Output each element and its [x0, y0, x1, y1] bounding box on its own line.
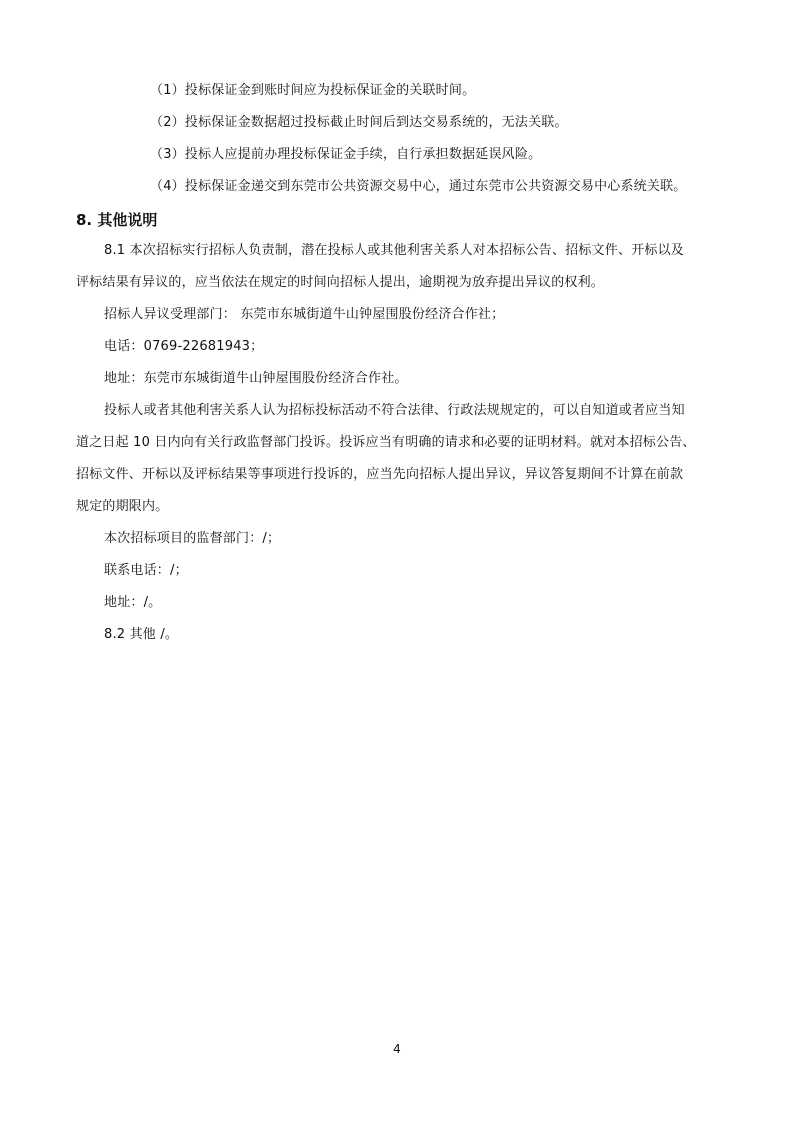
complaint-paragraph-line-4: 规定的期限内。 — [76, 499, 169, 514]
objection-phone: 电话：0769-22681943； — [104, 339, 264, 354]
paragraph-8-1-line-1: 8.1 本次招标实行招标人负责制，潜在投标人或其他利害关系人对本招标公告、招标文件、开标以及 — [104, 243, 685, 258]
objection-address: 地址：东莞市东城街道牛山钟屋围股份经济合作社。 — [104, 371, 408, 386]
section-8-heading: 8. 其他说明 — [76, 211, 158, 229]
deposit-note-3: （3）投标人应提前办理投标保证金手续，自行承担数据延误风险。 — [150, 147, 542, 162]
supervision-phone: 联系电话：/； — [104, 563, 188, 578]
section-8-2-other: 8.2 其他 /。 — [104, 627, 179, 642]
objection-department: 招标人异议受理部门： 东莞市东城街道牛山钟屋围股份经济合作社； — [104, 307, 505, 322]
page-number: 4 — [393, 1042, 401, 1056]
deposit-note-1: （1）投标保证金到账时间应为投标保证金的关联时间。 — [150, 83, 476, 98]
supervision-address: 地址：/。 — [104, 595, 162, 610]
complaint-paragraph-line-1: 投标人或者其他利害关系人认为招标投标活动不符合法律、行政法规规定的，可以自知道或者应当知 — [104, 403, 685, 418]
supervision-department: 本次招标项目的监督部门：/； — [104, 531, 281, 546]
paragraph-8-1-line-2: 评标结果有异议的，应当依法在规定的时间向招标人提出，逾期视为放弃提出异议的权利。 — [76, 275, 605, 290]
deposit-note-2: （2）投标保证金数据超过投标截止时间后到达交易系统的，无法关联。 — [150, 115, 568, 130]
complaint-paragraph-line-3: 招标文件、开标以及评标结果等事项进行投诉的，应当先向招标人提出异议，异议答复期间不计算在前款 — [76, 467, 684, 482]
deposit-note-4: （4）投标保证金递交到东莞市公共资源交易中心，通过东莞市公共资源交易中心系统关联。 — [150, 179, 687, 194]
complaint-paragraph-line-2: 道之日起 10 日内向有关行政监督部门投诉。投诉应当有明确的请求和必要的证明材料。就对本招标公告、 — [76, 435, 696, 450]
